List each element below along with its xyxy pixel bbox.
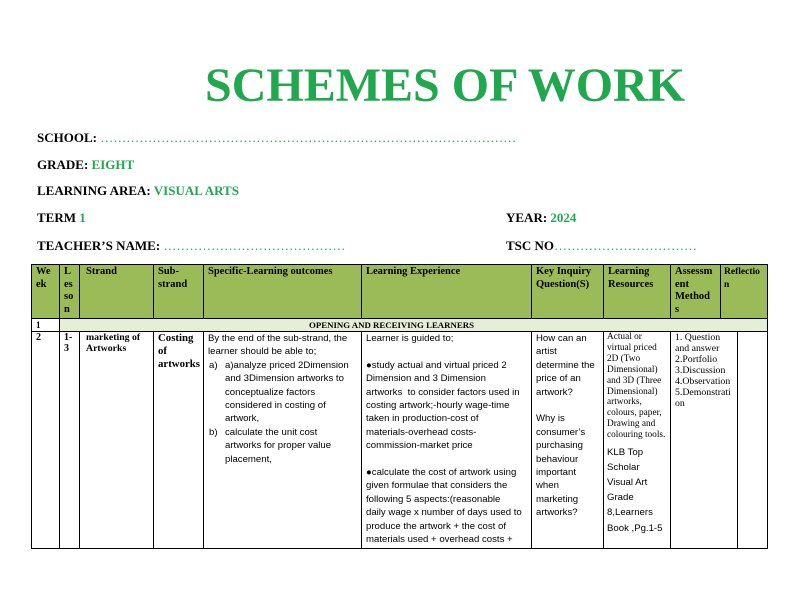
col-header-week: We ek [31,264,60,319]
inquiry-question: Why is consumer’s purchasing behaviour important when marketing artworks? [536,413,586,519]
outcome-text: a)analyze priced 2Dimension and 3Dimension artworks to conceptualize factors considered in costing of artwork, [225,359,349,425]
term-value: 1 [79,210,86,225]
teacher-name-blank: …………………………………… [163,238,346,253]
reflection-cell [737,331,768,549]
learning-outcomes-cell [203,331,362,549]
tsc-number-blank: …………………………… [554,238,698,253]
grade-label: GRADE: [37,157,89,172]
school-label: SCHOOL: [37,130,97,145]
learning-area-value: VISUAL ARTS [153,183,239,198]
resources-books: KLB Top Scholar Visual Art Grade 8,Learners Book ,Pg.1-5 [607,446,663,534]
learning-experience-cell [361,331,532,549]
term-line [37,210,86,225]
assessment-cell [670,331,738,549]
col-header-learning-experience: Learning Experience [361,264,532,319]
grade-value: EIGHT [91,157,135,172]
outcome-text: calculate the unit cost artworks for proper value placement, [225,426,332,465]
col-header-learning-resources: Learning Resources [603,264,671,319]
strand-cell: marketing of Artworks [79,331,154,549]
tsc-number-label: TSC NO [506,238,555,253]
col-header-strand: Strand [79,264,154,319]
learning-area-line [37,183,239,198]
experience-bullet: ●calculate the cost of artwork using given formulae that considers the following 5 aspects:(reasonable daily wage x number of days used to produce the artwork + the cost of materials used + overhead costs + [366,467,522,546]
assessment-method: 1. Question and answer [675,332,721,354]
experience-bullet: ●study actual and virtual priced 2 Dimension and 3 Dimension artworks to consider factors used in costing artwork;-hourly wage-time taken in production-cost of materials-overhead costs- commission-market price [366,359,520,452]
assessment-method: 3.Discussion [675,365,726,376]
page-title: SCHEMES OF WORK [205,59,686,112]
week-cell: 1 [31,318,60,332]
week-cell: 2 [31,331,60,549]
col-header-key-inquiry: Key Inquiry Question(S) [531,264,604,319]
tsc-number-line [506,238,697,253]
col-header-assessment: Assessm ent Method s [670,264,721,319]
assessment-method: 4.Observation [675,376,731,387]
grade-line [37,157,134,172]
outcomes-intro: By the end of the sub-strand, the learner should be able to; [208,333,348,358]
opening-banner: OPENING AND RECEIVING LEARNERS [59,318,768,332]
sub-strand-cell: Costing of artworks [153,331,204,549]
year-value: 2024 [550,210,577,225]
key-inquiry-cell [531,331,604,549]
col-header-learning-outcomes: Specific-Learning outcomes [203,264,362,319]
term-label: TERM [37,210,76,225]
assessment-method: 5.Demonstrati on [675,387,731,409]
school-line [37,130,516,145]
resources-materials: Actual or virtual priced 2D (Two Dimensional) and 3D (Three Dimensional) artworks, colours, paper, Drawing and colouring tools. [607,332,666,441]
inquiry-question: How can an artist determine the price of an artwork? [536,333,595,398]
outcome-marker: b) [209,426,218,438]
col-header-lesson: L es so n [59,264,80,319]
col-header-reflection: Reflectio n [720,264,768,319]
school-blank: …………………………………………………………………………………… [100,130,517,145]
learning-resources-cell [603,331,671,549]
outcome-item [208,359,361,426]
outcome-item [208,426,361,466]
teacher-name-label: TEACHER’S NAME: [37,238,161,253]
teacher-name-line [37,238,345,253]
col-header-sub-strand: Sub- strand [153,264,204,319]
year-line [506,210,576,225]
outcome-marker: a) [209,359,218,371]
assessment-method: 2.Portfolio [675,354,718,365]
lesson-cell: 1- 3 [59,331,80,549]
learning-area-label: LEARNING AREA: [37,183,151,198]
year-label: YEAR: [506,210,548,225]
experience-intro: Learner is guided to; [366,333,454,344]
